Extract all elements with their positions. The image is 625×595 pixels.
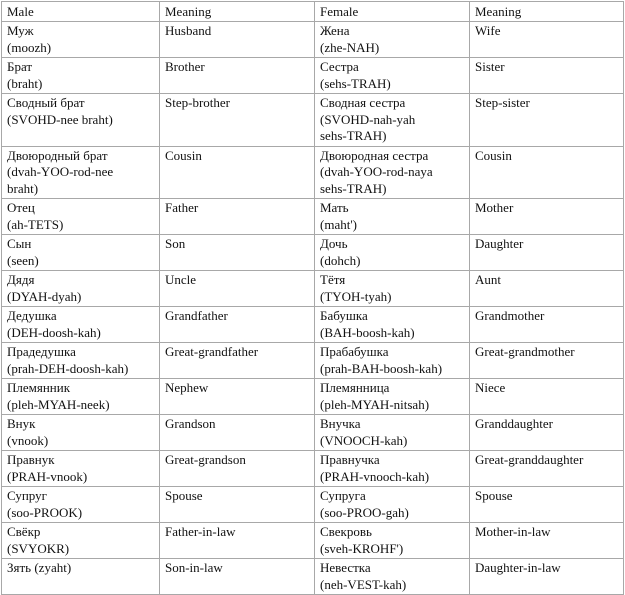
table-row [2, 271, 624, 307]
female-term-cell-line: Племянница [320, 380, 390, 395]
male-term-cell [2, 523, 160, 559]
male-term-cell-line: Двоюродный брат [7, 147, 108, 163]
male-term-cell-line: (seen) [7, 252, 39, 268]
female-term-cell-line: sehs-TRAH) [320, 128, 387, 143]
female-term-cell [315, 523, 470, 559]
female-term-cell-line: (pleh-MYAH-nitsah) [320, 396, 430, 412]
female-term-cell-line: (VNOOCH-kah) [320, 432, 408, 448]
male-term-cell-line: Дедушка [7, 308, 57, 323]
table-row [2, 379, 624, 415]
female-term-cell-line: (dvah-YOO-rod-naya [320, 164, 433, 179]
table-body [2, 22, 624, 595]
female-term-cell [315, 94, 470, 147]
female-term-cell [315, 307, 470, 343]
male-term-cell-line: Правнук [7, 452, 55, 467]
male-term-cell [2, 58, 160, 94]
male-term-cell [2, 146, 160, 199]
female-meaning-cell: Wife [470, 22, 624, 58]
table-row [2, 343, 624, 379]
female-term-cell-line: Двоюродная сестра [320, 147, 429, 163]
male-term-cell-line: Супруг [7, 488, 47, 503]
male-term-cell-line: (vnook) [7, 432, 49, 448]
female-term-cell [315, 146, 470, 199]
male-term-cell-line: (PRAH-vnook) [7, 468, 88, 484]
table-row [2, 487, 624, 523]
table-row [2, 146, 624, 199]
female-term-cell-line: Невестка [320, 560, 371, 575]
male-meaning-cell: Grandfather [160, 307, 315, 343]
female-term-cell-line: (prah-BAH-boosh-kah) [320, 360, 443, 376]
female-meaning-cell: Mother [470, 199, 624, 235]
table-row [2, 451, 624, 487]
male-term-cell-line: Свёкр [7, 524, 41, 539]
male-term-cell-line: Прадедушка [7, 344, 76, 359]
male-meaning-cell: Son [160, 235, 315, 271]
female-meaning-cell: Great-granddaughter [470, 451, 624, 487]
male-meaning-cell: Step-brother [160, 94, 315, 147]
female-meaning-cell: Granddaughter [470, 415, 624, 451]
male-meaning-cell: Cousin [160, 146, 315, 199]
female-term-cell-line: (soo-PROO-gah) [320, 504, 409, 520]
female-term-cell [315, 379, 470, 415]
female-term-cell [315, 271, 470, 307]
male-term-cell [2, 559, 160, 595]
header-male: Male [2, 2, 160, 22]
female-term-cell-line: Бабушка [320, 308, 368, 323]
female-term-cell-line: Сводная сестра [320, 95, 406, 110]
male-term-cell-line: Внук [7, 416, 36, 431]
male-term-cell [2, 94, 160, 147]
female-term-cell-line: (BAH-boosh-kah) [320, 324, 415, 340]
male-term-cell [2, 343, 160, 379]
male-meaning-cell: Uncle [160, 271, 315, 307]
male-term-cell-line: Дядя [7, 272, 35, 287]
female-term-cell-line: Прабабушка [320, 344, 389, 359]
male-term-cell-line: Сводный брат [7, 95, 85, 110]
female-term-cell [315, 343, 470, 379]
male-term-cell [2, 271, 160, 307]
male-term-cell [2, 307, 160, 343]
female-term-cell-line: Внучка [320, 416, 361, 431]
female-term-cell-line: sehs-TRAH) [320, 180, 387, 196]
female-term-cell-line: (TYOH-tyah) [320, 288, 392, 304]
male-term-cell-line: Сын [7, 236, 32, 251]
male-meaning-cell: Spouse [160, 487, 315, 523]
male-term-cell-line: (prah-DEH-doosh-kah) [7, 360, 129, 376]
male-meaning-cell: Grandson [160, 415, 315, 451]
male-term-cell [2, 22, 160, 58]
female-meaning-cell: Daughter [470, 235, 624, 271]
female-term-cell [315, 235, 470, 271]
male-term-cell [2, 199, 160, 235]
male-meaning-cell: Father-in-law [160, 523, 315, 559]
female-term-cell [315, 199, 470, 235]
female-term-cell-line: Супруга [320, 488, 366, 503]
male-meaning-cell: Nephew [160, 379, 315, 415]
female-term-cell-line: Сестра [320, 59, 359, 74]
female-term-cell-line: (zhe-NAH) [320, 39, 380, 55]
male-meaning-cell: Great-grandson [160, 451, 315, 487]
female-term-cell [315, 451, 470, 487]
female-term-cell-line: (sveh-KROHF') [320, 540, 404, 556]
male-term-cell-line: (SVYOKR) [7, 540, 70, 556]
table-row [2, 307, 624, 343]
male-meaning-cell: Brother [160, 58, 315, 94]
male-term-cell-line: (dvah-YOO-rod-nee [7, 164, 114, 179]
table-row [2, 235, 624, 271]
male-term-cell-line: Зять (zyaht) [7, 560, 72, 575]
male-term-cell-line: (SVOHD-nee braht) [7, 111, 113, 127]
male-meaning-cell: Son-in-law [160, 559, 315, 595]
table-row [2, 523, 624, 559]
male-term-cell-line: Отец [7, 200, 35, 215]
female-term-cell [315, 487, 470, 523]
female-term-cell-line: (SVOHD-nah-yah [320, 111, 416, 127]
female-term-cell [315, 559, 470, 595]
male-term-cell-line: braht) [7, 180, 39, 196]
female-meaning-cell: Sister [470, 58, 624, 94]
male-term-cell [2, 379, 160, 415]
male-meaning-cell: Husband [160, 22, 315, 58]
female-meaning-cell: Mother-in-law [470, 523, 624, 559]
male-term-cell-line: (DEH-doosh-kah) [7, 324, 101, 340]
male-term-cell-line: (pleh-MYAH-neek) [7, 396, 110, 412]
table-row [2, 559, 624, 595]
female-term-cell-line: (neh-VEST-kah) [320, 576, 407, 592]
table-row [2, 415, 624, 451]
female-term-cell [315, 58, 470, 94]
female-term-cell-line: Дочь [320, 236, 348, 251]
female-term-cell [315, 415, 470, 451]
male-meaning-cell: Father [160, 199, 315, 235]
female-term-cell [315, 22, 470, 58]
male-term-cell-line: (soo-PROOK) [7, 504, 83, 520]
male-term-cell [2, 235, 160, 271]
male-meaning-cell: Great-grandfather [160, 343, 315, 379]
header-female: Female [315, 2, 470, 22]
male-term-cell-line: (moozh) [7, 39, 52, 55]
table-row [2, 94, 624, 147]
male-term-cell [2, 451, 160, 487]
female-term-cell-line: Мать [320, 200, 349, 215]
male-term-cell [2, 415, 160, 451]
male-term-cell [2, 487, 160, 523]
male-term-cell-line: Брат [7, 59, 33, 74]
female-meaning-cell: Cousin [470, 146, 624, 199]
female-meaning-cell: Spouse [470, 487, 624, 523]
female-term-cell-line: Правнучка [320, 452, 380, 467]
female-meaning-cell: Great-grandmother [470, 343, 624, 379]
male-term-cell-line: (braht) [7, 75, 43, 91]
female-term-cell-line: Тётя [320, 272, 346, 287]
female-term-cell-line: (maht') [320, 216, 357, 232]
table-row [2, 199, 624, 235]
header-male-meaning: Meaning [160, 2, 315, 22]
family-vocabulary-table [1, 1, 624, 595]
female-term-cell-line: Свекровь [320, 524, 372, 539]
table-row [2, 58, 624, 94]
male-term-cell-line: (ah-TETS) [7, 216, 64, 232]
female-meaning-cell: Daughter-in-law [470, 559, 624, 595]
header-female-meaning: Meaning [470, 2, 624, 22]
female-term-cell-line: Жена [320, 23, 350, 38]
male-term-cell-line: Племянник [7, 380, 71, 395]
female-term-cell-line: (sehs-TRAH) [320, 75, 391, 91]
table-row [2, 22, 624, 58]
female-meaning-cell: Niece [470, 379, 624, 415]
female-term-cell-line: (dohch) [320, 252, 361, 268]
female-meaning-cell: Grandmother [470, 307, 624, 343]
male-term-cell-line: Муж [7, 23, 34, 38]
female-term-cell-line: (PRAH-vnooch-kah) [320, 468, 430, 484]
header-row [2, 2, 624, 22]
male-term-cell-line: (DYAH-dyah) [7, 288, 82, 304]
female-meaning-cell: Step-sister [470, 94, 624, 147]
female-meaning-cell: Aunt [470, 271, 624, 307]
